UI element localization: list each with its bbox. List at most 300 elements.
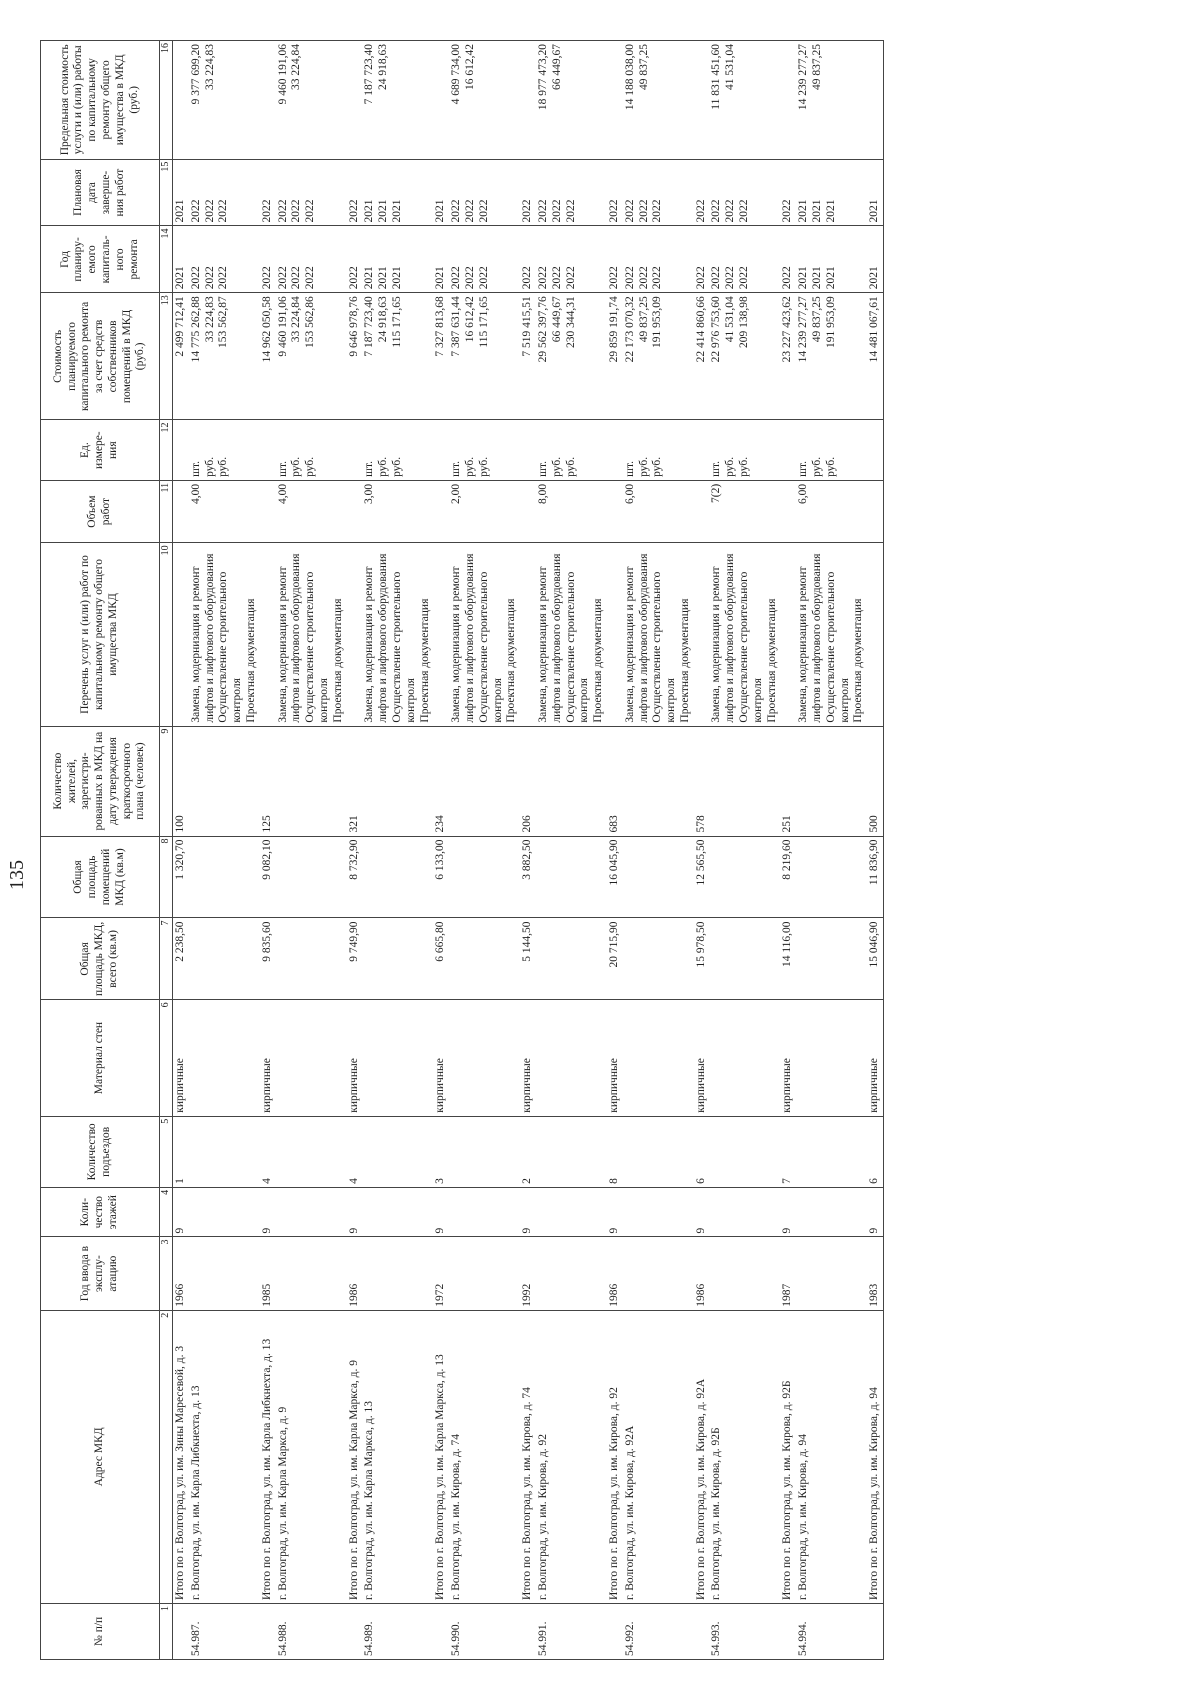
column-number: 9 [160,726,173,836]
works-cell [189,543,260,726]
works-value: Осуществление строительного контроля [217,571,244,723]
end-date-value: 2022 [477,199,490,223]
works-cell [520,543,536,726]
cost-value: 115 171,65 [477,296,490,348]
residents-cell: 234 [433,726,449,836]
plan-year-value: 2022 [463,266,476,290]
volume-value [478,484,492,540]
entrances-cell [276,1116,347,1187]
limit-cost-value [478,44,492,156]
volume-value [217,484,231,540]
residents-cell [536,726,607,836]
premises-area-cell: 8 219,60 [780,836,796,918]
row-number-cell [867,1603,883,1659]
end-date-value: 2022 [564,199,577,223]
works-cell [623,543,694,726]
cost-cell [362,293,433,420]
cost-value: 7 519 415,51 [521,296,534,357]
unit-value: руб. [304,456,317,477]
cost-value: 191 953,09 [651,296,664,349]
end-date-cell [449,159,520,226]
volume-value: 7(2) [710,483,723,504]
end-date-value: 2022 [607,199,620,223]
year-built-cell [796,1237,867,1310]
address-cell: Итого по г. Волгоград, ул. им. Зины Маресевой, д. 3 [173,1310,189,1603]
wall-material-cell [362,1000,433,1116]
cost-value: 191 953,09 [824,296,837,349]
works-value: Осуществление строительного контроля [477,571,504,723]
year-built-cell: 1987 [780,1237,796,1310]
end-date-value: 2022 [276,199,289,223]
entrances-cell: 7 [780,1116,796,1187]
works-cell [780,543,796,726]
page-number: 135 [6,860,28,890]
volume-value [738,484,752,540]
plan-year-value: 2022 [347,266,360,290]
plan-year-value: 2022 [738,266,751,290]
plan-year-value: 2022 [651,266,664,290]
unit-value: руб. [477,456,490,477]
floors-cell [709,1187,780,1237]
column-number: 14 [160,226,173,293]
volume-value [551,484,565,540]
total-area-cell [536,918,607,1000]
unit-cell [362,420,433,480]
floors-cell [796,1187,867,1237]
end-date-cell [173,159,189,226]
plan-year-value: 2021 [824,266,837,290]
unit-value: шт. [450,460,463,477]
works-cell [607,543,623,726]
column-number: 16 [160,41,173,160]
column-number: 7 [160,918,173,1000]
works-value: Проектная документация [678,598,691,723]
row-number-cell [173,1603,189,1659]
volume-cell [449,480,520,543]
limit-cost-value: 14 239 277,27 [797,44,810,111]
wall-material-cell: кирпичные [173,1000,189,1116]
plan-year-cell [260,226,276,293]
table-row [780,41,796,1660]
floors-cell [449,1187,520,1237]
wall-material-cell [276,1000,347,1116]
limit-cost-cell [709,41,780,160]
end-date-value: 2022 [781,199,794,223]
limit-cost-cell [260,41,276,160]
plan-year-value: 2022 [637,266,650,290]
premises-area-cell [276,836,347,918]
residents-cell [623,726,694,836]
plan-year-cell [867,226,883,293]
year-built-cell: 1983 [867,1237,883,1310]
premises-area-cell [362,836,433,918]
table-row [867,41,883,1660]
end-date-value: 2022 [450,199,463,223]
address-cell: Итого по г. Волгоград, ул. им. Кирова, д. 92А [694,1310,710,1603]
end-date-value: 2022 [290,199,303,223]
plan-year-cell [173,226,189,293]
address-cell: Итого по г. Волгоград, ул. им. Карла Маркса, д. 9 [347,1310,363,1603]
wall-material-cell [189,1000,260,1116]
plan-year-cell [347,226,363,293]
table-row [260,41,276,1660]
year-built-cell [362,1237,433,1310]
end-date-value: 2022 [463,199,476,223]
limit-cost-cell [173,41,189,160]
total-area-cell: 6 665,80 [433,918,449,1000]
table-row [536,41,607,1660]
unit-value: шт. [797,460,810,477]
wall-material-cell [796,1000,867,1116]
premises-area-cell: 11 836,90 [867,836,883,918]
end-date-value: 2022 [710,199,723,223]
plan-year-value: 2022 [189,266,202,290]
unit-cell [709,420,780,480]
entrances-cell: 8 [607,1116,623,1187]
premises-area-cell: 12 565,50 [694,836,710,918]
plan-year-value: 2021 [797,266,810,290]
entrances-cell: 4 [260,1116,276,1187]
address-cell: Итого по г. Волгоград, ул. им. Кирова, д. 74 [520,1310,536,1603]
works-cell [173,543,189,726]
column-number: 10 [160,543,173,726]
works-cell [449,543,520,726]
premises-area-cell: 3 882,50 [520,836,536,918]
column-header: Количество жителей, зарегистри-рованных в МКД на дату утверждения краткосрочного плана (человек) [41,726,160,836]
limit-cost-cell [449,41,520,160]
total-area-cell: 5 144,50 [520,918,536,1000]
works-value: Осуществление строительного контроля [738,571,764,723]
unit-value: руб. [724,456,737,477]
cost-value: 22 414 860,66 [694,296,707,363]
works-value: Проектная документация [505,598,518,723]
row-number-cell: 54.992. [623,1603,694,1659]
table-row [449,41,520,1660]
limit-cost-cell [607,41,623,160]
works-value: Проектная документация [331,598,344,723]
year-built-cell [709,1237,780,1310]
limit-cost-value: 11 831 451,60 [710,44,723,110]
volume-value: 3,00 [363,483,376,504]
unit-value: шт. [363,460,376,477]
end-date-value: 2022 [304,199,317,223]
works-value: Осуществление строительного контроля [304,571,330,723]
entrances-cell: 3 [433,1116,449,1187]
plan-year-cell [449,226,520,293]
cost-value: 29 562 397,76 [536,296,549,363]
premises-area-cell [709,836,780,918]
column-header: Общая площадь МКД, всего (кв.м) [41,918,160,1000]
works-cell [347,543,363,726]
unit-value: руб. [217,456,230,477]
unit-cell [780,420,796,480]
year-built-cell: 1966 [173,1237,189,1310]
end-date-value: 2021 [824,199,837,223]
limit-cost-value [565,44,579,156]
cost-cell [867,293,883,420]
row-number-cell: 54.988. [276,1603,347,1659]
end-date-cell [780,159,796,226]
column-header: Адрес МКД [41,1310,160,1603]
limit-cost-value: 14 188 038,00 [623,44,636,111]
entrances-cell [449,1116,520,1187]
wall-material-cell: кирпичные [607,1000,623,1116]
column-header: Предельная стоимость услуги и (или) работы по капитальному ремонту общего имущества в МКД (руб.) [41,41,160,160]
column-header: Объем работ [41,480,160,543]
residents-cell: 578 [694,726,710,836]
plan-year-value: 2022 [477,266,490,290]
plan-year-value: 2022 [521,266,534,290]
floors-cell: 9 [173,1187,189,1237]
volume-cell [362,480,433,543]
year-built-cell: 1986 [347,1237,363,1310]
cost-value: 29 859 191,74 [607,296,620,363]
plan-year-cell [607,226,623,293]
year-built-cell: 1972 [433,1237,449,1310]
unit-value: руб. [651,456,664,477]
volume-cell [607,480,623,543]
plan-year-value: 2022 [607,266,620,290]
end-date-cell [276,159,347,226]
end-date-value: 2022 [260,199,273,223]
volume-cell [189,480,260,543]
cost-cell [796,293,867,420]
entrances-cell [362,1116,433,1187]
volume-cell [796,480,867,543]
unit-cell [260,420,276,480]
volume-cell [694,480,710,543]
unit-cell [536,420,607,480]
cost-cell [607,293,623,420]
volume-value [304,484,318,540]
plan-year-value: 2022 [450,266,463,290]
column-number: 6 [160,1000,173,1116]
limit-cost-value: 4 689 734,00 [450,44,463,105]
limit-cost-value: 24 918,63 [377,44,390,90]
unit-value: руб. [564,456,577,477]
unit-value: руб. [390,456,403,477]
plan-year-value: 2022 [781,266,794,290]
repair-plan-table [40,40,884,1660]
works-cell [867,543,883,726]
end-date-value: 2022 [550,199,563,223]
end-date-value: 2022 [637,199,650,223]
volume-cell [536,480,607,543]
floors-cell [276,1187,347,1237]
plan-year-value: 2022 [710,266,723,290]
unit-value: шт. [276,460,289,477]
limit-cost-cell [536,41,607,160]
cost-value: 2 499 712,41 [174,296,186,357]
entrances-cell: 2 [520,1116,536,1187]
unit-cell [276,420,347,480]
column-header: Коли-чество этажей [41,1187,160,1237]
plan-year-value: 2022 [217,266,230,290]
row-number-cell: 54.990. [449,1603,520,1659]
end-date-value: 2021 [390,199,403,223]
total-area-cell [623,918,694,1000]
column-number: 12 [160,420,173,480]
wall-material-cell [536,1000,607,1116]
plan-year-value: 2021 [390,266,403,290]
cost-value: 49 837,25 [811,296,824,343]
residents-cell: 100 [173,726,189,836]
end-date-cell [694,159,710,226]
works-value: Проектная документация [418,598,431,723]
premises-area-cell: 8 732,90 [347,836,363,918]
cost-cell [709,293,780,420]
plan-year-cell [536,226,607,293]
table-row [276,41,347,1660]
end-date-value: 2022 [694,199,707,223]
cost-value: 66 449,67 [550,296,563,343]
floors-cell [623,1187,694,1237]
limit-cost-cell [694,41,710,160]
entrances-cell: 1 [173,1116,189,1187]
premises-area-cell [189,836,260,918]
table-row [623,41,694,1660]
plan-year-cell [623,226,694,293]
unit-cell [347,420,363,480]
end-date-value: 2021 [797,199,810,223]
entrances-cell [189,1116,260,1187]
row-number-cell: 54.991. [536,1603,607,1659]
total-area-cell: 9 749,90 [347,918,363,1000]
row-number-cell [260,1603,276,1659]
cost-value: 33 224,84 [290,296,303,343]
entrances-cell [709,1116,780,1187]
premises-area-cell: 1 320,70 [173,836,189,918]
total-area-cell [189,918,260,1000]
works-value: Замена, модернизация и ремонт лифтов и лифтового оборудования [536,553,563,723]
total-area-cell [362,918,433,1000]
address-cell: г. Волгоград, ул. им. Кирова, д. 92Б [709,1310,780,1603]
limit-cost-cell [276,41,347,160]
end-date-cell [189,159,260,226]
premises-area-cell [449,836,520,918]
table-row [362,41,433,1660]
cost-value: 209 138,98 [738,296,751,349]
unit-value: шт. [623,460,636,477]
works-cell [433,543,449,726]
unit-value: руб. [203,456,216,477]
total-area-cell: 14 116,00 [780,918,796,1000]
works-value: Осуществление строительного контроля [824,571,851,723]
table-row [189,41,260,1660]
limit-cost-value: 33 224,83 [203,44,216,90]
limit-cost-value: 18 977 473,20 [536,44,549,111]
column-number: 8 [160,836,173,918]
unit-cell [607,420,623,480]
volume-value [464,484,478,540]
total-area-cell [449,918,520,1000]
floors-cell: 9 [520,1187,536,1237]
unit-cell [623,420,694,480]
cost-cell [694,293,710,420]
limit-cost-value [738,44,752,156]
wall-material-cell [709,1000,780,1116]
plan-year-value: 2022 [564,266,577,290]
column-header: Стоимость планируемого капитального ремонта за счет средств собственников помещений в МКД (руб.) [41,293,160,420]
year-built-cell: 1986 [607,1237,623,1310]
plan-year-cell [694,226,710,293]
volume-value [811,484,825,540]
limit-cost-value [217,44,231,156]
row-number-cell: 54.987. [189,1603,260,1659]
cost-value: 7 387 631,44 [450,296,463,357]
address-cell: Итого по г. Волгоград, ул. им. Карла Маркса, д. 13 [433,1310,449,1603]
table-row [520,41,536,1660]
limit-cost-cell [796,41,867,160]
plan-year-value: 2022 [536,266,549,290]
end-date-cell [520,159,536,226]
unit-value: руб. [738,456,751,477]
year-built-cell: 1986 [694,1237,710,1310]
total-area-cell: 15 046,90 [867,918,883,1000]
cost-value: 14 775 262,88 [189,296,202,363]
cost-value: 22 173 070,32 [623,296,636,363]
end-date-value: 2022 [724,199,737,223]
works-value: Замена, модернизация и ремонт лифтов и лифтового оборудования [450,553,476,723]
wall-material-cell: кирпичные [694,1000,710,1116]
works-value: Проектная документация [765,598,778,723]
total-area-cell [709,918,780,1000]
limit-cost-value: 7 187 723,40 [363,44,376,105]
end-date-value: 2022 [536,199,549,223]
works-value: Проектная документация [244,598,257,723]
cost-value: 33 224,83 [203,296,216,343]
unit-value: руб. [463,456,476,477]
column-number: 4 [160,1187,173,1237]
cost-value: 7 327 813,68 [434,296,447,357]
header-row [41,41,160,1660]
unit-value: руб. [290,456,303,477]
row-number-cell [347,1603,363,1659]
column-header: Перечень услуг и (или) работ по капитальному ремонту общего имущества МКД [41,543,160,726]
address-cell: г. Волгоград, ул. им. Кирова, д. 74 [449,1310,520,1603]
cost-value: 153 562,86 [304,296,317,349]
plan-year-value: 2022 [550,266,563,290]
end-date-value: 2022 [738,199,751,223]
row-number-cell [520,1603,536,1659]
cost-cell [173,293,189,420]
row-number-cell [780,1603,796,1659]
volume-value: 4,00 [276,483,289,504]
table-row [796,41,867,1660]
year-built-cell [189,1237,260,1310]
limit-cost-cell [520,41,536,160]
total-area-cell: 15 978,50 [694,918,710,1000]
column-number: 1 [160,1603,173,1659]
cost-cell [189,293,260,420]
limit-cost-cell [347,41,363,160]
address-cell: г. Волгоград, ул. им. Карла Маркса, д. 13 [362,1310,433,1603]
year-built-cell [623,1237,694,1310]
unit-cell [189,420,260,480]
cost-cell [780,293,796,420]
premises-area-cell: 16 045,90 [607,836,623,918]
volume-cell [623,480,694,543]
limit-cost-value: 9 377 699,20 [189,44,202,105]
works-value: Замена, модернизация и ремонт лифтов и лифтового оборудования [797,553,824,723]
limit-cost-cell [623,41,694,160]
end-date-cell [260,159,276,226]
address-cell: Итого по г. Волгоград, ул. им. Кирова, д. 92Б [780,1310,796,1603]
works-cell [796,543,867,726]
end-date-value: 2021 [174,199,186,223]
unit-value: шт. [710,460,723,477]
cost-value: 7 187 723,40 [363,296,376,357]
